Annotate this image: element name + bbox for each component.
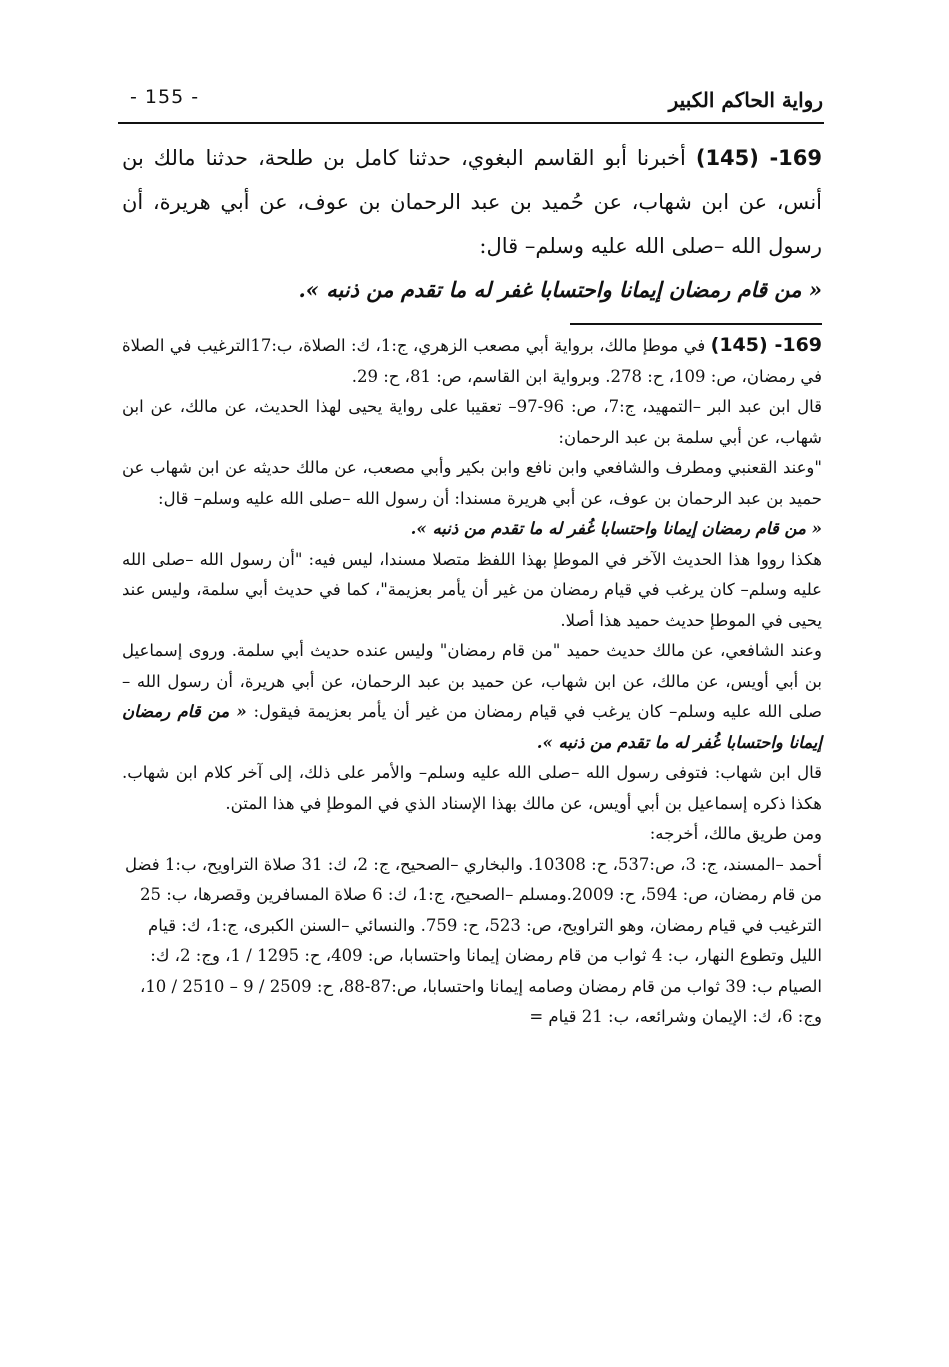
note-p3-matn: « من قام رمضان إيمانا واحتسابا غُفر له ما تقدم من ذنبه ». bbox=[410, 519, 822, 538]
note-paragraph-7 bbox=[122, 819, 822, 850]
continuation-mark: = bbox=[529, 1007, 544, 1026]
note-p3-text: "وعند القعنبي ومطرف والشافعي وابن نافع وابن بكير وأبي مصعب، عن مالك حديثه عن ابن شهاب عن حميد بن عبد الرحمان بن عوف، عن أبي هريرة مسندا: أن رسول الله –صلى الله عليه وسلم– قال: bbox=[122, 458, 822, 508]
note-paragraph-3 bbox=[122, 453, 822, 514]
note-number: 169- (145) bbox=[710, 334, 823, 356]
note-p6-text: قال ابن شهاب: فتوفى رسول الله –صلى الله عليه وسلم– والأمر على ذلك، إلى آخر كلام ابن شهاب. هكذا ذكره إسماعيل بن أبي أويس، عن مالك بهذا الإسناد الذي في الموطإ في هذا المتن. bbox=[122, 763, 822, 813]
note-p5-text: وعند الشافعي، عن مالك حديث حميد "من قام رمضان" وليس عنده حديث أبي سلمة. وروى إسماعيل بن أبي أويس، عن مالك، عن ابن شهاب، عن حميد بن عبد الرحمان، عن أبي هريرة، أن رسول الله –صلى الله عليه وسلم– كان يرغب في قيام رمضان من غير أن يأمر بعزيمة فيقول: bbox=[122, 641, 822, 721]
page-header bbox=[120, 82, 823, 116]
hadith-paragraph bbox=[122, 136, 822, 268]
note-paragraph-4 bbox=[122, 545, 822, 637]
note-paragraph-5 bbox=[122, 636, 822, 758]
note-paragraph-6 bbox=[122, 758, 822, 819]
footnote-rule bbox=[570, 323, 822, 325]
note-paragraph-1 bbox=[122, 330, 822, 392]
hadith-matn-paragraph bbox=[122, 268, 822, 312]
note-paragraph-2 bbox=[122, 392, 822, 453]
book-title: رواية الحاكم الكبير bbox=[668, 88, 823, 112]
hadith-matn: « من قام رمضان إيمانا واحتسابا غفر له ما تقدم من ذنبه ». bbox=[298, 277, 822, 302]
hadith-isnad: أخبرنا أبو القاسم البغوي، حدثنا كامل بن طلحة، حدثنا مالك بن أنس، عن ابن شهاب، عن حُميد بن عبد الرحمان بن عوف، عن أبي هريرة، أن رسول الله –صلى الله عليه وسلم– قال: bbox=[122, 146, 822, 258]
note-p5-matn: « من قام رمضان إيمانا واحتسابا غُفر له ما تقدم من ذنبه ». bbox=[122, 702, 822, 752]
header-rule bbox=[118, 122, 824, 124]
note-p7-text: ومن طريق مالك، أخرجه: bbox=[649, 824, 822, 843]
note-p1-text: في موطإ مالك، برواية أبي مصعب الزهري، ج:1، ك: الصلاة، ب:17الترغيب في الصلاة في رمضان، ص: 109، ح: 278. وبرواية ابن القاسم، ص: 81، ح: 29. bbox=[122, 336, 822, 386]
hadith-number: 169- (145) bbox=[695, 146, 823, 170]
note-paragraph-8 bbox=[122, 850, 822, 1033]
page-number: - 155 - bbox=[130, 86, 200, 108]
note-p2-text: قال ابن عبد البر –التمهيد، ج:7، ص: 96-97– تعقيبا على رواية يحيى لهذا الحديث، عن مالك، عن ابن شهاب، عن أبي سلمة بن عبد الرحمان: bbox=[122, 397, 822, 447]
footnotes bbox=[122, 330, 822, 1033]
note-p8-text: أحمد –المسند، ج: 3، ص:537، ح: 10308. والبخاري –الصحيح، ج: 2، ك: 31 صلاة التراويح، ب:1 فضل من قام رمضان، ص: 594، ح: 2009.ومسلم –الصحيح، ج:1، ك: 6 صلاة المسافرين وقصرها، ب: 25 الترغيب في قيام رمضان، وهو التراويح، ص: 523، ح: 759. والنسائي –السنن الكبرى، ج:1، ك: قيام الليل وتطوع النهار، ب: 4 ثواب من قام رمضان إيمانا واحتسابا، ص: 409، ح: 1295 / 1، وج: 2، ك: الصيام ب: 39 ثواب من قام رمضان وصامه إيمانا واحتسابا، ص:87-88، ح: 2509 / 9 – 2510 / 10، وج: 6، ك: الإيمان وشرائعه، ب: 21 قيام bbox=[124, 854, 822, 1026]
main-text bbox=[122, 136, 822, 312]
note-p4-text: هكذا رووا هذا الحديث الآخر في الموطإ بهذا اللفظ متصلا مسندا، ليس فيه: "أن رسول الله –صلى الله عليه وسلم– كان يرغب في قيام رمضان من غير أن يأمر بعزيمة"، كما في حديث أبي سلمة، وليس عند يحيى في الموطإ حديث حميد هذا أصلا. bbox=[122, 549, 822, 630]
note-paragraph-3-matn bbox=[122, 514, 822, 545]
